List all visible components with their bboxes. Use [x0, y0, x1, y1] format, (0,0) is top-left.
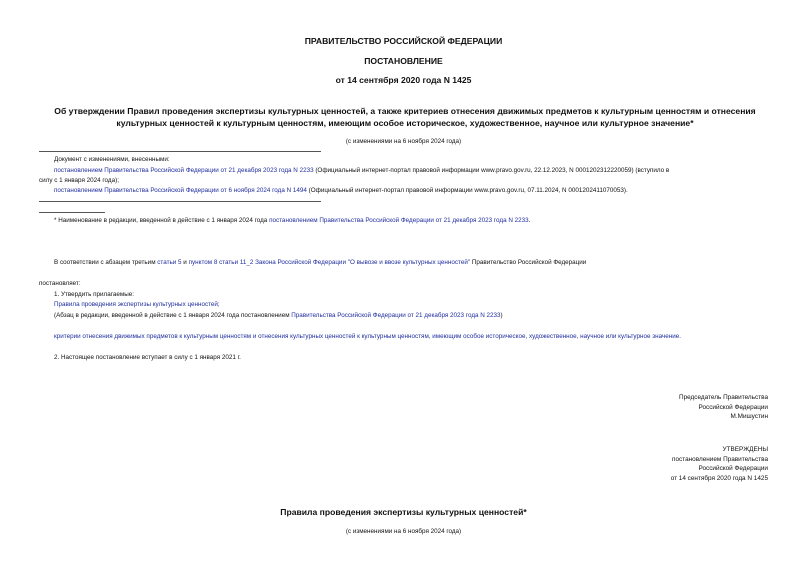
item-2: 2. Настоящее постановление вступает в силу с 1 января 2021 г. — [54, 354, 241, 361]
edition-note-b: ) — [500, 312, 503, 319]
rules-changes-note: (с изменениями на 6 ноября 2024 года) — [345, 528, 462, 535]
amendment-item-1-continued: силу с 1 января 2024 года); — [39, 177, 119, 184]
amendments-intro: Документ с изменениями, внесенными: — [54, 156, 170, 163]
rules-link[interactable]: Правила проведения экспертизы культурных ценностей; — [54, 301, 220, 308]
approved-line-1: УТВЕРЖДЕНЫ — [722, 446, 768, 453]
approved-line-3: Российской Федерации — [698, 465, 768, 473]
article-5-link[interactable]: статьи 5 — [157, 259, 182, 266]
preamble-paragraph — [54, 258, 586, 267]
rules-link-item — [54, 300, 220, 309]
preamble-text-a: В соответствии с абзацем третьим — [54, 259, 158, 266]
footnote-end: . — [528, 217, 531, 224]
document-title — [30, 106, 780, 129]
title-line-2: культурных ценностей к культурным ценностям, имеющим особое историческое, художественное, научное или культурное значение* — [116, 117, 694, 128]
signature-line-2: Российской Федерации — [698, 403, 768, 411]
amendment-2-text: (Официальный интернет-портал правовой информации www.pravo.gov.ru, 07.11.2024, N 0001202411070053). — [306, 187, 628, 194]
decrees-label: постановляет: — [39, 280, 81, 287]
preamble-text-c: Правительство Российской Федерации — [470, 259, 587, 266]
footnote-rule — [39, 212, 105, 213]
preamble-text-b: и — [181, 259, 189, 266]
amendment-item-1 — [54, 166, 774, 175]
amendment-item-2 — [54, 186, 628, 195]
amendment-2-link[interactable]: постановлением Правительства Российской Федерации от 6 ноября 2024 года N 1494 — [54, 187, 307, 194]
edition-note-a: (Абзац в редакции, введенной в действие с 1 января 2024 года постановлением — [54, 312, 292, 319]
amendment-1-link[interactable]: постановлением Правительства Российской Федерации от 21 декабря 2023 года N 2233 — [54, 167, 314, 174]
law-link[interactable]: пунктом 8 статьи 11_2 Закона Российской Федерации "О вывозе и ввозе культурных ценностей" — [188, 259, 471, 266]
approved-line-4: от 14 сентября 2020 года N 1425 — [670, 474, 768, 482]
signature-name: М.Мишустин — [730, 413, 768, 421]
criteria-link[interactable]: критерии отнесения движимых предметов к культурным ценностям и отнесения культурных ценностей к культурным ценностям, имеющим особое историческое, художественное, научное или культурное значение. — [54, 333, 681, 340]
edition-note-link[interactable]: Правительства Российской Федерации от 21 декабря 2023 года N 2233 — [291, 312, 501, 319]
amendments-bottom-rule — [39, 201, 321, 202]
rules-title: Правила проведения экспертизы культурных ценностей* — [280, 507, 527, 517]
criteria-item — [54, 332, 681, 341]
amendment-1-text: (Официальный интернет-портал правовой информации www.pravo.gov.ru, 22.12.2023, N 0001202312220059) (вступило в — [313, 167, 670, 174]
item-1-edition-note — [54, 311, 503, 320]
signature-block — [679, 393, 768, 422]
approved-block — [671, 445, 768, 483]
item-1: 1. Утвердить прилагаемые: — [54, 291, 134, 298]
title-footnote — [54, 216, 530, 225]
amendments-top-rule — [39, 151, 321, 152]
document-date-number: от 14 сентября 2020 года N 1425 — [335, 75, 472, 85]
title-line-1: Об утверждении Правил проведения экспертизы культурных ценностей, а также критериев отнесения движимых предметов к культурным ценностям и отнесения — [54, 106, 756, 116]
signature-line-1: Председатель Правительства — [679, 394, 768, 401]
footnote-text: * Наименование в редакции, введенной в действие с 1 января 2024 года — [54, 217, 270, 224]
footnote-link[interactable]: постановлением Правительства Российской Федерации от 21 декабря 2023 года N 2233 — [269, 217, 529, 224]
document-type: ПОСТАНОВЛЕНИЕ — [364, 56, 443, 66]
approved-line-2: постановлением Правительства — [672, 455, 768, 463]
government-heading: ПРАВИТЕЛЬСТВО РОССИЙСКОЙ ФЕДЕРАЦИИ — [304, 36, 503, 46]
title-changes-note: (с изменениями на 6 ноября 2024 года) — [345, 138, 462, 145]
